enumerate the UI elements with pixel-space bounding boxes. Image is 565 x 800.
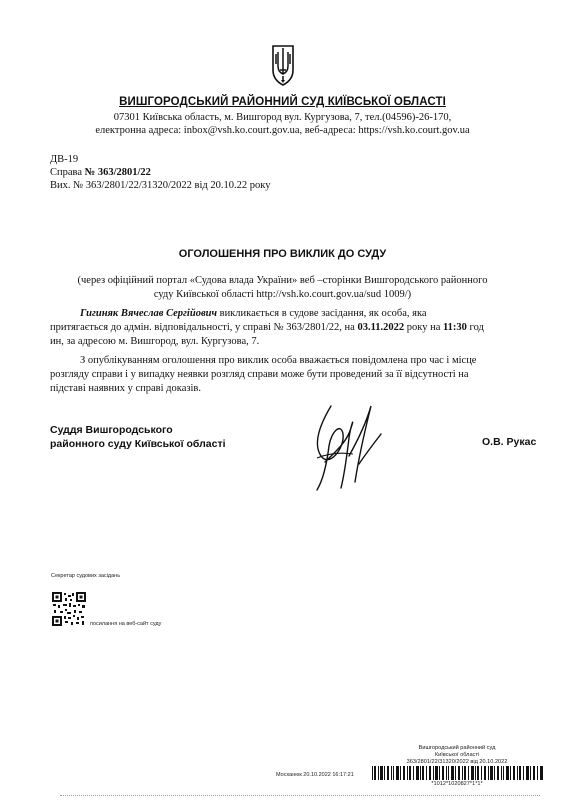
body-para2-line-1: З опублікуванням оголошення про виклик особа вважається повідомлена про час і місце	[80, 355, 477, 366]
body-line-3: ин, за адресою м. Вишгород, вул. Кургузова, 7.	[50, 336, 260, 347]
stamp-region: Київської області	[434, 752, 480, 758]
court-address: 07301 Київська область, м. Вишгород вул. Кургузова, 7, тел.(04596)-26-170,	[113, 112, 452, 123]
coat-of-arms-icon	[272, 40, 294, 86]
court-name: ВИШГОРОДСЬКИЙ РАЙОННИЙ СУД КИЇВСЬКОЇ ОБЛАСТІ	[119, 96, 446, 108]
judge-name: О.В. Рукас	[482, 436, 537, 448]
hearing-time: 11:30	[443, 322, 467, 333]
secretary-label: Секретар судових засідань	[51, 573, 121, 579]
hearing-date: 03.11.2022	[357, 322, 405, 333]
outgoing-number: Вих. № 363/2801/22/31320/2022 від 20.10.22 року	[50, 180, 271, 191]
person-name: Гигиняк Вячеслав Сергійович	[80, 308, 217, 319]
announcement-subtitle-2: суду Київської області http://vsh.ko.court.gov.ua/sud 1009/)	[153, 289, 412, 300]
body-line-1: Гигиняк Вячеслав Сергійович викликається в судове засідання, як особа, яка	[80, 308, 427, 319]
body-para2-line-2: розгляду справи і у випадку неявки розгляд справи може бути проведений за її відсутності на	[50, 369, 469, 380]
stamp-timestamp: Мосханюк 20.10.2022 16:17:21	[276, 772, 354, 778]
announcement-subtitle-1: (через офіційний портал «Судова влада України» веб –сторінки Вишгородського районного	[77, 275, 488, 286]
stamp-court: Вишгородський районний суд	[418, 745, 496, 751]
announcement-title: ОГОЛОШЕННЯ ПРО ВИКЛИК ДО СУДУ	[178, 248, 387, 260]
case-number: № 363/2801/22	[84, 167, 151, 178]
scan-edge-divider	[60, 795, 540, 797]
qr-caption: посилання на веб-сайт суду	[90, 621, 162, 627]
form-code: ДВ-19	[50, 154, 79, 165]
judge-title-line-2: районного суду Київської області	[50, 438, 226, 450]
qr-code-icon	[51, 591, 87, 627]
case-number-line	[50, 166, 151, 179]
stamp-reg-number: 363/2801/22/31320/2022 від 20.10.2022	[406, 759, 508, 765]
signature-image	[305, 398, 385, 498]
body-line-2: притягається до адмін. відповідальності, у справі № 363/2801/22, на 03.11.2022 року на 11:30 год	[50, 322, 484, 333]
body-para2-line-3: підставі наявних у справі доказів.	[50, 383, 202, 394]
stamp-barcode-text: *1012*1020827*1*1*	[392, 781, 522, 787]
case-prefix: Справа	[50, 167, 85, 178]
barcode-icon	[372, 766, 544, 780]
court-contacts: електронна адреса: inbox@vsh.ko.court.gov.ua, веб-адреса: https://vsh.ko.court.gov.ua	[95, 125, 470, 136]
judge-title-line-1: Суддя Вишгородського	[50, 424, 173, 436]
